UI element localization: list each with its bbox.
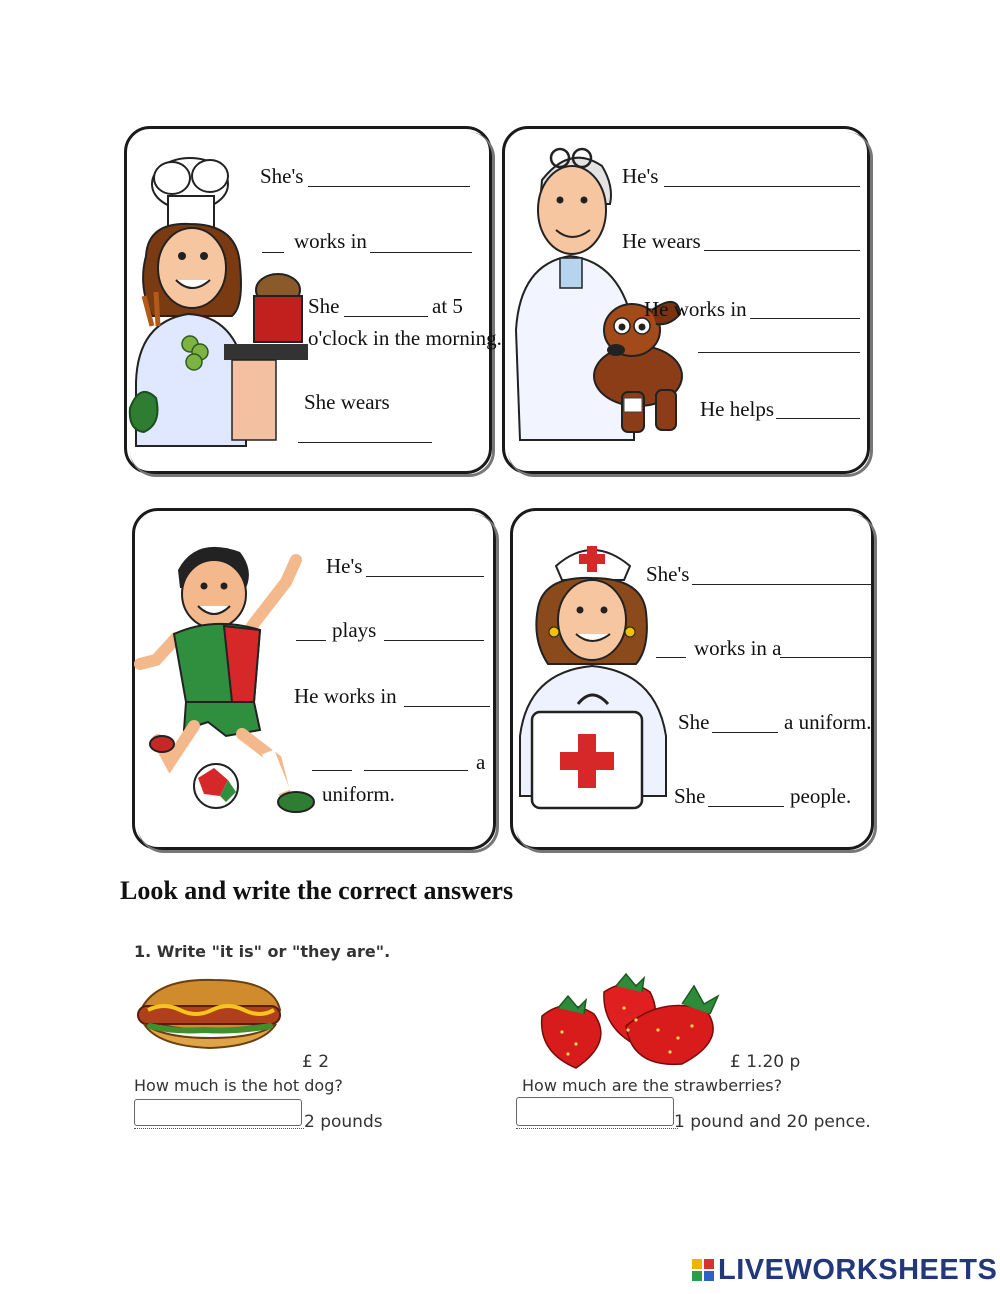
- footballer-line2-label: plays: [332, 618, 377, 642]
- nurse-line3-blank[interactable]: [712, 732, 778, 733]
- nurse-line2-blank-b[interactable]: [780, 657, 872, 658]
- vet-line2-blank[interactable]: [704, 250, 860, 251]
- vet-line4-blank[interactable]: [776, 418, 860, 419]
- nurse-line4-blank[interactable]: [708, 806, 784, 807]
- hot-dog-question: How much is the hot dog?: [134, 1076, 343, 1095]
- vet-line3-blank-a[interactable]: [750, 318, 860, 319]
- nurse-line4-label-a: She: [674, 784, 706, 808]
- nurse-line3-label-a: She: [678, 710, 710, 734]
- footballer-line1-blank[interactable]: [366, 576, 484, 577]
- nurse-line4-label-b: people.: [790, 784, 852, 808]
- vet-line1-blank[interactable]: [664, 186, 860, 187]
- chef-illustration: [128, 146, 308, 446]
- footballer-line4-blank-b[interactable]: [364, 770, 468, 771]
- footballer-illustration: [136, 530, 316, 830]
- footballer-line2-blank-a[interactable]: [296, 640, 326, 641]
- liveworksheets-logo-icon: [692, 1259, 714, 1281]
- footballer-line4-blank-a[interactable]: [312, 770, 352, 771]
- strawberries-answer-suffix: 1 pound and 20 pence.: [674, 1112, 871, 1132]
- vet-line3-blank-b[interactable]: [698, 352, 860, 353]
- section-heading: Look and write the correct answers: [120, 876, 514, 905]
- liveworksheets-logo-text: LIVEWORKSHEETS: [718, 1254, 998, 1286]
- hot-dog-image: [134, 972, 284, 1062]
- vet-line3-label: He works in: [644, 297, 747, 321]
- chef-line3-label-a: She: [308, 294, 340, 318]
- chef-line3-label-b: at 5: [432, 294, 463, 318]
- nurse-line2-label: works in a: [694, 636, 782, 660]
- chef-line1-label: She's: [260, 164, 304, 188]
- footballer-line3-blank[interactable]: [404, 706, 490, 707]
- hot-dog-answer-suffix: 2 pounds: [304, 1112, 383, 1132]
- footballer-line4-label-a: a: [476, 750, 486, 774]
- footballer-line4-label-b: uniform.: [322, 782, 395, 806]
- hot-dog-answer-input[interactable]: [134, 1099, 302, 1126]
- strawberries-image: [532, 972, 732, 1072]
- chef-line1-blank[interactable]: [308, 186, 470, 187]
- chef-line2-label: works in: [294, 229, 367, 253]
- chef-line3-blank[interactable]: [344, 316, 428, 317]
- hot-dog-dotline: [134, 1128, 304, 1129]
- hot-dog-price: £ 2: [302, 1052, 330, 1072]
- strawberries-dotline: [516, 1128, 678, 1129]
- instruction-text: 1. Write "it is" or "they are".: [134, 942, 391, 961]
- footballer-line2-blank-b[interactable]: [384, 640, 484, 641]
- chef-line2-blank-b[interactable]: [370, 252, 472, 253]
- chef-line4-blank[interactable]: [298, 442, 432, 443]
- nurse-line1-label: She's: [646, 562, 690, 586]
- vet-line4-label: He helps: [700, 397, 775, 421]
- nurse-line3-label-b: a uniform.: [784, 710, 872, 734]
- footballer-line3-label: He works in: [294, 684, 397, 708]
- chef-line4-label: She wears: [304, 390, 390, 414]
- nurse-line1-blank[interactable]: [692, 584, 872, 585]
- chef-line3-label-c: o'clock in the morning.: [308, 326, 502, 350]
- strawberries-question: How much are the strawberries?: [522, 1076, 783, 1095]
- strawberries-price: £ 1.20 p: [730, 1052, 801, 1072]
- strawberries-answer-input[interactable]: [516, 1097, 674, 1126]
- footballer-line1-label: He's: [326, 554, 363, 578]
- chef-line2-blank-a[interactable]: [262, 252, 284, 253]
- vet-line1-label: He's: [622, 164, 659, 188]
- vet-line2-label: He wears: [622, 229, 701, 253]
- nurse-line2-blank-a[interactable]: [656, 657, 686, 658]
